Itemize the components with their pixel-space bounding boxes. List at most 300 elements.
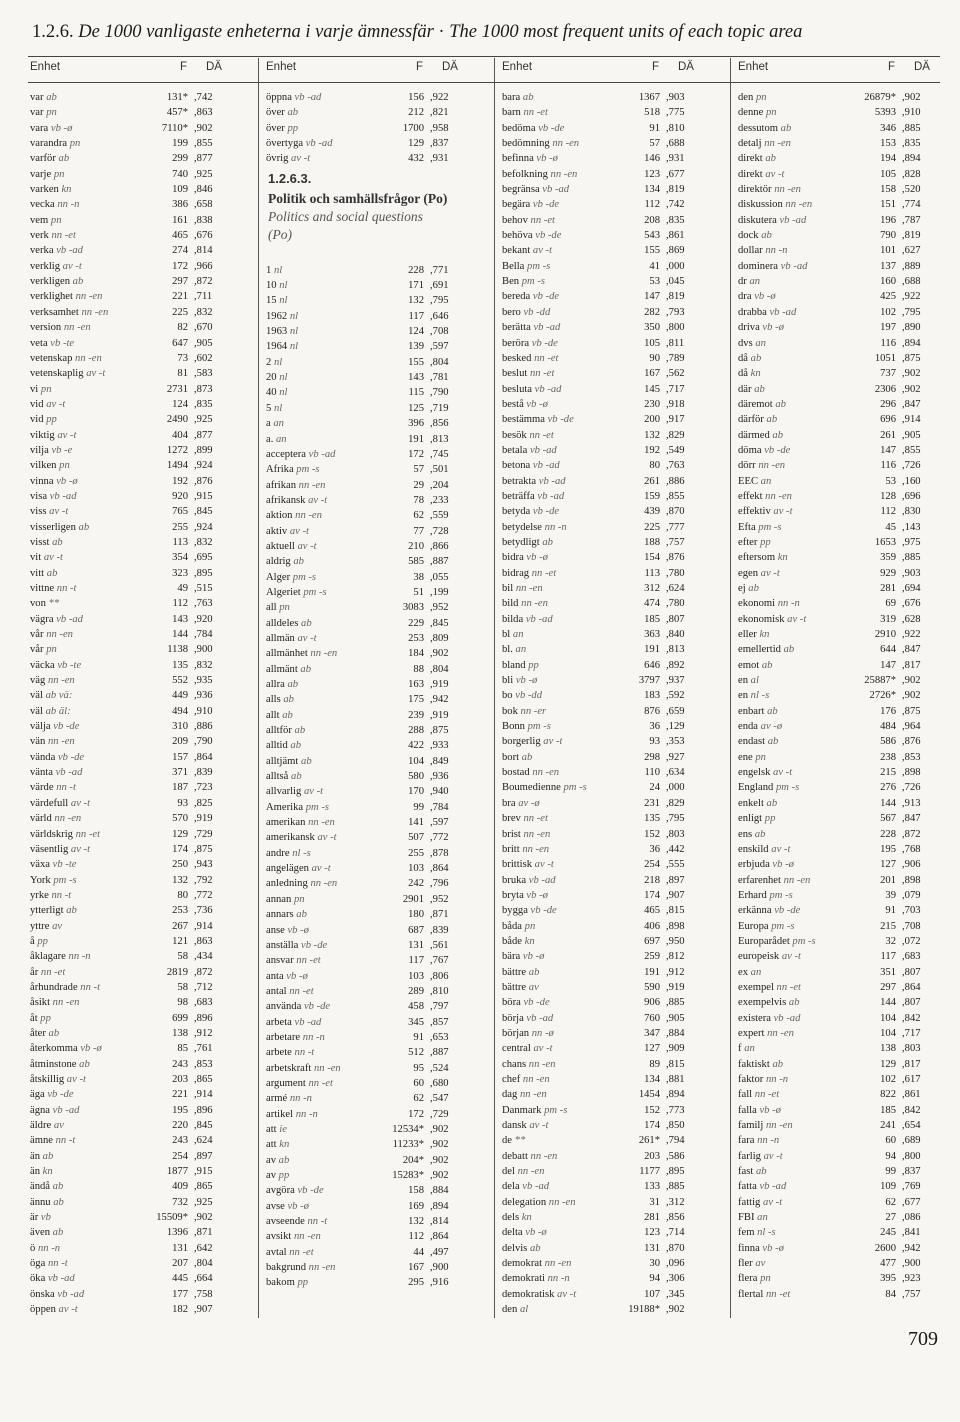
entry-unit bbox=[266, 293, 288, 308]
entry-lemma: begränsa bbox=[502, 184, 543, 196]
entry-unit bbox=[502, 382, 561, 397]
entry-pos: pm -s bbox=[563, 782, 587, 794]
table-row bbox=[502, 1225, 710, 1240]
entry-lemma: fem bbox=[738, 1227, 758, 1239]
entry-unit bbox=[502, 965, 539, 980]
entry-unit bbox=[502, 213, 555, 228]
entry-lemma: vid bbox=[30, 398, 47, 410]
entry-pos: kn bbox=[279, 1139, 290, 1151]
entry-frequency: 135 bbox=[172, 659, 188, 671]
entry-pos: ab bbox=[293, 556, 304, 568]
entry-lemma: fatta bbox=[738, 1181, 760, 1193]
table-row bbox=[30, 1241, 238, 1256]
entry-dispersion: ,914 bbox=[194, 920, 213, 932]
entry-dispersion: ,842 bbox=[902, 1104, 921, 1116]
entry-unit bbox=[266, 784, 323, 799]
table-row bbox=[502, 627, 710, 642]
entry-unit bbox=[266, 754, 312, 769]
entry-pos: nn -en bbox=[764, 138, 791, 150]
entry-frequency: 117 bbox=[408, 310, 424, 322]
entry-unit bbox=[30, 934, 48, 949]
entry-dispersion: ,914 bbox=[902, 414, 921, 426]
entry-frequency: 133 bbox=[644, 1181, 660, 1193]
entry-pos: ab bbox=[72, 276, 84, 288]
entry-frequency: 323 bbox=[172, 567, 188, 579]
entry-unit bbox=[266, 1122, 287, 1137]
entry-pos: pm -s bbox=[792, 935, 816, 947]
entry-dispersion: ,853 bbox=[194, 1058, 213, 1070]
entry-unit bbox=[502, 1287, 576, 1302]
entry-lemma: exempelvis bbox=[738, 997, 789, 1009]
entry-unit bbox=[266, 1260, 335, 1275]
table-row bbox=[266, 493, 474, 508]
entry-pos: vb -ad bbox=[522, 1181, 550, 1193]
entry-unit bbox=[502, 1103, 567, 1118]
entry-lemma: dvs bbox=[738, 337, 756, 349]
entry-frequency: 432 bbox=[408, 153, 424, 165]
entry-pos: pp bbox=[528, 659, 539, 671]
entry-pos: av -t bbox=[297, 632, 317, 644]
entry-unit bbox=[738, 489, 792, 504]
entry-pos: av -t bbox=[289, 525, 309, 537]
entry-frequency: 153 bbox=[880, 138, 896, 150]
entry-dispersion: ,742 bbox=[194, 92, 213, 103]
entry-frequency: 156 bbox=[408, 92, 424, 103]
entry-unit bbox=[30, 688, 72, 703]
entry-lemma: Algeriet bbox=[266, 586, 304, 598]
table-row bbox=[502, 1241, 710, 1256]
entry-frequency: 2600 bbox=[874, 1242, 896, 1254]
entry-unit bbox=[738, 596, 800, 611]
entry-lemma: Amerika bbox=[266, 801, 306, 813]
entry-dispersion: ,894 bbox=[902, 337, 921, 349]
table-row bbox=[738, 980, 946, 995]
table-row bbox=[30, 1256, 238, 1271]
entry-unit bbox=[738, 1118, 793, 1133]
entry-dispersion: ,828 bbox=[902, 168, 921, 180]
entry-lemma: endast bbox=[738, 736, 768, 748]
entry-unit bbox=[266, 738, 301, 753]
table-row bbox=[738, 167, 946, 182]
entry-pos: nl bbox=[289, 341, 299, 353]
entry-frequency: 132 bbox=[408, 295, 424, 307]
entry-unit bbox=[266, 1199, 309, 1214]
entry-frequency: 281 bbox=[644, 1212, 660, 1224]
entry-lemma: aktion bbox=[266, 510, 296, 522]
table-row bbox=[502, 612, 710, 627]
entry-frequency: 60 bbox=[413, 1077, 424, 1089]
entry-dispersion: ,680 bbox=[430, 1077, 449, 1089]
table-row bbox=[30, 305, 238, 320]
entry-unit bbox=[30, 90, 57, 105]
entry-pos: pn bbox=[279, 602, 290, 614]
entry-frequency: 241 bbox=[880, 1120, 896, 1132]
entry-frequency: 131* bbox=[166, 92, 188, 103]
table-row bbox=[502, 765, 710, 780]
table-row bbox=[266, 815, 474, 830]
entry-frequency: 147 bbox=[880, 659, 896, 671]
entry-pos: vb -ø bbox=[759, 1104, 781, 1116]
table-row bbox=[266, 738, 474, 753]
entry-dispersion: ,501 bbox=[430, 464, 449, 476]
entry-frequency: 254 bbox=[644, 859, 660, 871]
table-row bbox=[502, 1103, 710, 1118]
entry-pos: pm -s bbox=[527, 260, 551, 272]
entry-dispersion: ,597 bbox=[430, 817, 449, 829]
entry-dispersion: ,902 bbox=[430, 1154, 449, 1166]
entry-lemma: ö bbox=[30, 1242, 38, 1254]
table-row bbox=[502, 151, 710, 166]
entry-unit bbox=[502, 903, 557, 918]
entry-dispersion: ,832 bbox=[194, 306, 213, 318]
entry-lemma: denne bbox=[738, 107, 766, 119]
entry-unit bbox=[30, 1164, 53, 1179]
entry-lemma: befolkning bbox=[502, 168, 551, 180]
table-row bbox=[266, 677, 474, 692]
entry-pos: av -t bbox=[787, 613, 807, 625]
entry-pos: vb -ad bbox=[529, 444, 557, 456]
entry-dispersion: ,975 bbox=[902, 536, 921, 548]
table-row bbox=[502, 827, 710, 842]
entry-lemma: var bbox=[30, 92, 47, 103]
table-row bbox=[738, 1179, 946, 1194]
entry-lemma: då bbox=[738, 368, 751, 380]
entry-dispersion: ,689 bbox=[902, 1135, 921, 1147]
entry-lemma: att bbox=[266, 1123, 280, 1135]
entry-frequency: 103 bbox=[408, 970, 424, 982]
entry-frequency: 371 bbox=[172, 767, 188, 779]
entry-pos: ** bbox=[514, 1135, 526, 1147]
entry-pos: ab bbox=[48, 1027, 60, 1039]
entry-pos: vb -de bbox=[532, 291, 560, 303]
entry-dispersion: ,634 bbox=[666, 767, 685, 779]
entry-pos: av -t bbox=[534, 859, 554, 871]
entry-frequency: 109 bbox=[172, 184, 188, 196]
entry-unit bbox=[266, 646, 337, 661]
entry-unit bbox=[502, 1271, 570, 1286]
entry-unit bbox=[738, 274, 760, 289]
entry-dispersion: ,583 bbox=[194, 368, 213, 380]
entry-unit bbox=[30, 504, 68, 519]
entry-pos: pp bbox=[37, 935, 48, 947]
table-row bbox=[738, 1057, 946, 1072]
entry-pos: ab bbox=[53, 1196, 64, 1208]
entry-frequency: 647 bbox=[172, 337, 188, 349]
table-row bbox=[266, 462, 474, 477]
entry-frequency: 2726* bbox=[869, 690, 896, 702]
entry-unit bbox=[30, 182, 71, 197]
table-row bbox=[30, 811, 238, 826]
entry-lemma: betona bbox=[502, 460, 533, 472]
entry-frequency: 103 bbox=[408, 863, 424, 875]
table-row bbox=[266, 539, 474, 554]
entry-unit bbox=[738, 228, 772, 243]
entry-unit bbox=[738, 995, 800, 1010]
entry-lemma: dansk bbox=[502, 1120, 530, 1132]
entry-unit bbox=[30, 336, 74, 351]
entry-pos: pn bbox=[69, 138, 81, 150]
entry-pos: nn -en bbox=[47, 675, 75, 687]
entry-lemma: erkänna bbox=[738, 905, 775, 917]
entry-unit bbox=[502, 1302, 528, 1317]
entry-dispersion: ,905 bbox=[902, 429, 921, 441]
entry-lemma: avseende bbox=[266, 1216, 308, 1228]
entry-dispersion: ,886 bbox=[194, 721, 213, 733]
entry-dispersion: ,905 bbox=[666, 1012, 685, 1024]
entry-pos: nl -s bbox=[292, 847, 311, 859]
table-row bbox=[30, 458, 238, 473]
table-row bbox=[738, 581, 946, 596]
entry-dispersion: ,736 bbox=[194, 905, 213, 917]
entry-unit bbox=[30, 1041, 102, 1056]
entry-unit bbox=[30, 1302, 78, 1317]
table-row bbox=[30, 1287, 238, 1302]
entry-dispersion: ,199 bbox=[430, 586, 449, 598]
table-row bbox=[30, 719, 238, 734]
entry-lemma: acceptera bbox=[266, 448, 309, 460]
entry-frequency: 194 bbox=[880, 153, 896, 165]
entry-dispersion: ,758 bbox=[194, 1288, 213, 1300]
table-row bbox=[266, 1275, 474, 1290]
entry-unit bbox=[266, 861, 331, 876]
entry-unit bbox=[30, 673, 75, 688]
entry-pos: vb -ø bbox=[536, 153, 558, 165]
entry-pos: nn -en bbox=[46, 629, 73, 641]
entry-dispersion: ,912 bbox=[666, 966, 685, 978]
table-row bbox=[266, 151, 474, 166]
entry-pos: ab bbox=[750, 352, 762, 364]
entry-lemma: av bbox=[266, 1154, 279, 1166]
entry-frequency: 167 bbox=[644, 368, 660, 380]
table-row bbox=[30, 965, 238, 980]
entry-frequency: 1653 bbox=[874, 536, 896, 548]
entry-dispersion: ,855 bbox=[666, 490, 685, 502]
entry-lemma: aldrig bbox=[266, 556, 294, 568]
entry-lemma: över bbox=[266, 122, 288, 134]
entry-unit bbox=[738, 1057, 783, 1072]
entry-frequency: 94 bbox=[885, 1150, 896, 1162]
entry-unit bbox=[738, 412, 777, 427]
entry-lemma: börja bbox=[502, 1012, 527, 1024]
entry-frequency: 155 bbox=[408, 356, 424, 368]
entry-lemma: erfarenhet bbox=[738, 874, 784, 886]
entry-unit bbox=[738, 965, 761, 980]
entry-frequency: 319 bbox=[880, 613, 896, 625]
entry-pos: an bbox=[760, 475, 772, 487]
entry-frequency: 740 bbox=[172, 168, 188, 180]
entry-dispersion: ,958 bbox=[430, 122, 449, 134]
entry-lemma: central bbox=[502, 1043, 534, 1055]
table-row bbox=[30, 197, 238, 212]
table-row bbox=[266, 662, 474, 677]
table-row bbox=[502, 842, 710, 857]
entry-unit bbox=[266, 570, 316, 585]
entry-lemma: väsentlig bbox=[30, 843, 71, 855]
entry-unit bbox=[738, 688, 769, 703]
table-row bbox=[738, 443, 946, 458]
entry-unit bbox=[30, 520, 89, 535]
table-row bbox=[30, 688, 238, 703]
entry-unit bbox=[266, 478, 325, 493]
table-row bbox=[738, 305, 946, 320]
entry-unit bbox=[502, 366, 554, 381]
entry-unit bbox=[502, 765, 559, 780]
entry-pos: nl bbox=[273, 402, 283, 414]
table-row bbox=[502, 1118, 710, 1133]
table-row bbox=[266, 416, 474, 431]
entry-dispersion: ,312 bbox=[666, 1196, 685, 1208]
table-row bbox=[266, 616, 474, 631]
section-title-swedish: Politik och samhällsfrågor (Po) bbox=[268, 190, 448, 206]
entry-dispersion: ,520 bbox=[902, 184, 921, 196]
entry-dispersion: ,875 bbox=[430, 725, 449, 737]
entry-pos: nl -s bbox=[757, 1227, 776, 1239]
entry-unit bbox=[266, 923, 309, 938]
entry-dispersion: ,045 bbox=[666, 276, 685, 288]
entry-frequency: 477 bbox=[880, 1258, 896, 1270]
entry-pos: vb -ø bbox=[50, 122, 73, 134]
header-f: F bbox=[416, 61, 424, 73]
entry-dispersion: ,306 bbox=[666, 1273, 685, 1285]
entry-lemma: ändå bbox=[30, 1181, 53, 1193]
entry-pos: vb bbox=[40, 1212, 51, 1224]
entry-lemma: öppna bbox=[266, 92, 295, 103]
entry-frequency: 155 bbox=[644, 245, 660, 257]
table-row bbox=[502, 320, 710, 335]
table-row bbox=[738, 827, 946, 842]
entry-dispersion: ,000 bbox=[666, 782, 685, 794]
entry-lemma: avtal bbox=[266, 1246, 290, 1258]
entry-lemma: böra bbox=[502, 997, 524, 1009]
entry-frequency: 132 bbox=[644, 429, 660, 441]
entry-pos: al bbox=[750, 675, 759, 687]
entry-dispersion: ,646 bbox=[430, 310, 449, 322]
entry-pos: ab bbox=[46, 92, 57, 103]
table-row bbox=[738, 428, 946, 443]
entry-pos: nn -n bbox=[295, 1108, 318, 1120]
table-row bbox=[266, 1153, 474, 1168]
entry-dispersion: ,555 bbox=[666, 859, 685, 871]
entry-pos: av bbox=[528, 981, 539, 993]
entry-pos: ab bbox=[783, 644, 795, 656]
table-row bbox=[266, 385, 474, 400]
entry-lemma: annan bbox=[266, 893, 294, 905]
entry-unit bbox=[30, 888, 71, 903]
header-f: F bbox=[652, 61, 660, 73]
entry-pos: nn -en bbox=[530, 1150, 558, 1162]
entry-pos: pn bbox=[50, 214, 62, 226]
entry-lemma: effekt bbox=[738, 490, 766, 502]
entry-dispersion: ,695 bbox=[194, 552, 213, 564]
entry-lemma: debatt bbox=[502, 1150, 531, 1162]
entry-pos: av -ø bbox=[760, 721, 783, 733]
entry-dispersion: ,849 bbox=[430, 755, 449, 767]
entry-lemma: Danmark bbox=[502, 1104, 545, 1116]
entry-dispersion: ,936 bbox=[194, 690, 213, 702]
entry-frequency: 310 bbox=[172, 721, 188, 733]
entry-unit bbox=[502, 259, 550, 274]
entry-frequency: 82 bbox=[177, 322, 188, 334]
entry-frequency: 261 bbox=[880, 429, 896, 441]
entry-dispersion: ,881 bbox=[666, 1074, 685, 1085]
table-row bbox=[502, 351, 710, 366]
entry-lemma: erbjuda bbox=[738, 859, 773, 871]
table-row bbox=[30, 581, 238, 596]
entry-unit bbox=[738, 780, 799, 795]
entry-unit bbox=[502, 995, 550, 1010]
entry-dispersion: ,143 bbox=[902, 521, 921, 533]
entry-dispersion: ,943 bbox=[194, 859, 213, 871]
table-row bbox=[30, 1103, 238, 1118]
table-row bbox=[502, 504, 710, 519]
entry-frequency: 445 bbox=[172, 1273, 188, 1285]
entry-lemma: ägna bbox=[30, 1104, 53, 1116]
table-row bbox=[266, 969, 474, 984]
entry-pos: av -t bbox=[311, 863, 331, 875]
table-row bbox=[738, 1118, 946, 1133]
entry-pos: av bbox=[755, 1258, 766, 1270]
entry-dispersion: ,814 bbox=[430, 1216, 449, 1228]
table-row bbox=[502, 167, 710, 182]
entry-dispersion: ,837 bbox=[902, 1166, 921, 1178]
entry-unit bbox=[738, 873, 810, 888]
entry-unit bbox=[30, 274, 83, 289]
entry-pos: ab bbox=[296, 909, 307, 921]
entry-dispersion: ,902 bbox=[430, 1170, 449, 1181]
table-row bbox=[266, 1260, 474, 1275]
entry-unit bbox=[30, 903, 77, 918]
entry-lemma: bära bbox=[502, 951, 523, 963]
entry-pos: av -t bbox=[57, 429, 77, 441]
entry-unit bbox=[738, 1179, 786, 1194]
entry-unit bbox=[30, 397, 65, 412]
page-number: 709 bbox=[908, 1328, 938, 1350]
entry-dispersion: ,813 bbox=[666, 644, 685, 656]
entry-dispersion: ,617 bbox=[902, 1074, 921, 1085]
entry-pos: vb -ad bbox=[759, 1181, 787, 1193]
entry-unit bbox=[738, 1164, 767, 1179]
table-row bbox=[738, 289, 946, 304]
entry-frequency: 396 bbox=[408, 418, 424, 430]
entry-pos: vb -ø bbox=[56, 475, 78, 487]
entry-pos: nn -et bbox=[523, 813, 548, 825]
entry-lemma: faktiskt bbox=[738, 1058, 773, 1070]
entry-pos: av -ø bbox=[518, 797, 540, 809]
entry-pos: nn -n bbox=[777, 598, 800, 610]
entry-frequency: 259 bbox=[644, 951, 660, 963]
entry-frequency: 172 bbox=[408, 448, 424, 460]
entry-dispersion: ,784 bbox=[194, 629, 213, 641]
entry-frequency: 19188* bbox=[628, 1304, 660, 1316]
entry-unit bbox=[266, 121, 298, 136]
entry-dispersion: ,902 bbox=[902, 675, 921, 687]
entry-unit bbox=[738, 750, 766, 765]
entry-pos: nn -en bbox=[75, 291, 103, 303]
entry-frequency: 132 bbox=[172, 874, 188, 886]
entry-dispersion: ,708 bbox=[430, 326, 449, 338]
entry-frequency: 131 bbox=[172, 1242, 188, 1254]
entry-unit bbox=[738, 474, 771, 489]
entry-pos: ab bbox=[765, 153, 776, 165]
table-column bbox=[30, 90, 238, 1318]
entry-dispersion: ,903 bbox=[666, 92, 685, 103]
entry-lemma: vår bbox=[30, 629, 47, 641]
entry-dispersion: ,898 bbox=[902, 874, 921, 886]
entry-lemma: vittne bbox=[30, 583, 57, 594]
table-row bbox=[502, 596, 710, 611]
entry-lemma: expert bbox=[738, 1027, 768, 1039]
entry-dispersion: ,923 bbox=[902, 1273, 921, 1285]
